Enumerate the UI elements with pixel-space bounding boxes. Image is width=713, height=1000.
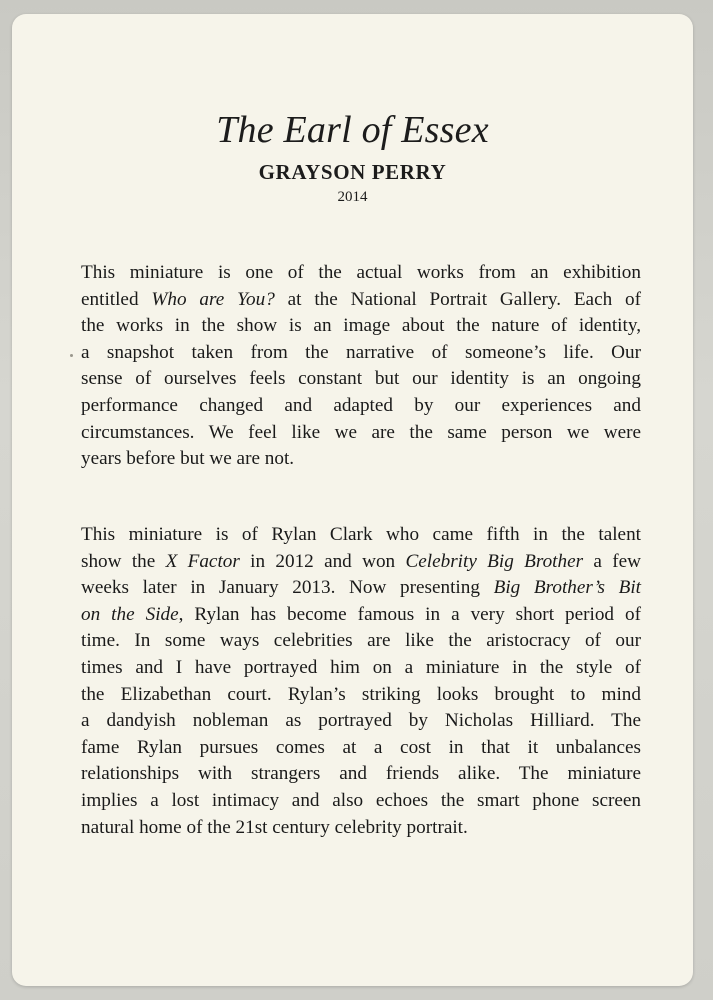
text-run: natural home of the 21st century celebrity portrait. xyxy=(81,816,468,838)
text-run: a few xyxy=(583,550,642,572)
text-run: times and I have portrayed him on a miniature in the style of xyxy=(81,656,641,678)
italic-title-text: on the Side xyxy=(81,603,179,625)
text-run: This miniature is of Rylan Clark who came fifth in the talent xyxy=(81,524,641,545)
text-run: years before but we are not. xyxy=(81,448,295,470)
text-line xyxy=(81,340,641,367)
text-line xyxy=(81,815,641,842)
text-run: in 2012 and won xyxy=(239,550,406,572)
text-line xyxy=(81,575,641,602)
text-run: This miniature is one of the actual works from an exhibition xyxy=(81,262,641,283)
text-line xyxy=(81,287,641,314)
text-line xyxy=(81,260,641,287)
text-run: , Rylan has become famous in a very short period of xyxy=(178,603,641,625)
text-line xyxy=(81,393,641,420)
text-run: at the National Portrait Gallery. Each of xyxy=(274,288,641,310)
italic-title-text: X Factor xyxy=(165,550,240,572)
artist-name: GRAYSON PERRY xyxy=(258,160,447,184)
text-line xyxy=(81,522,641,549)
text-run: a dandyish nobleman as portrayed by Nicholas Hilliard. The xyxy=(81,710,641,732)
text-line xyxy=(81,735,641,762)
text-line xyxy=(81,708,641,735)
text-run: circumstances. We feel like we are the same person we were xyxy=(81,421,641,443)
text-line xyxy=(81,655,641,682)
artwork-year: 2014 xyxy=(337,189,368,205)
text-run: fame Rylan pursues comes at a cost in that it unbalances xyxy=(81,736,641,758)
text-run: implies a lost intimacy and also echoes the smart phone screen xyxy=(81,789,641,811)
italic-title-text: Big Brother’s Bit xyxy=(493,577,641,599)
text-line xyxy=(81,628,641,655)
paper-speck xyxy=(70,354,73,357)
text-line xyxy=(81,446,641,473)
description-paragraph-1 xyxy=(81,260,641,473)
text-line xyxy=(81,761,641,788)
italic-title-text: Who are You? xyxy=(151,288,275,310)
description-paragraph-2 xyxy=(81,522,641,841)
text-run: the works in the show is an image about the nature of identity, xyxy=(81,315,641,337)
text-run: a snapshot taken from the narrative of someone’s life. Our xyxy=(81,341,641,363)
text-run: weeks later in January 2013. Now presenting xyxy=(81,577,494,599)
text-line xyxy=(81,313,641,340)
text-line xyxy=(81,549,641,576)
text-run: entitled xyxy=(81,288,152,310)
text-line xyxy=(81,366,641,393)
exhibition-label-card xyxy=(12,14,693,986)
text-line xyxy=(81,788,641,815)
italic-title-text: Celebrity Big Brother xyxy=(405,550,584,572)
text-run: sense of ourselves feels constant but our identity is an ongoing xyxy=(81,368,641,390)
text-line xyxy=(81,682,641,709)
text-run: relationships with strangers and friends alike. The miniature xyxy=(81,763,641,785)
text-run: time. In some ways celebrities are like the aristocracy of our xyxy=(81,630,641,652)
text-line xyxy=(81,420,641,447)
artwork-title: The Earl of Essex xyxy=(216,109,489,151)
text-line xyxy=(81,602,641,629)
text-run: the Elizabethan court. Rylan’s striking looks brought to mind xyxy=(81,683,641,705)
text-run: performance changed and adapted by our experiences and xyxy=(81,394,641,416)
text-run: show the xyxy=(81,550,166,572)
